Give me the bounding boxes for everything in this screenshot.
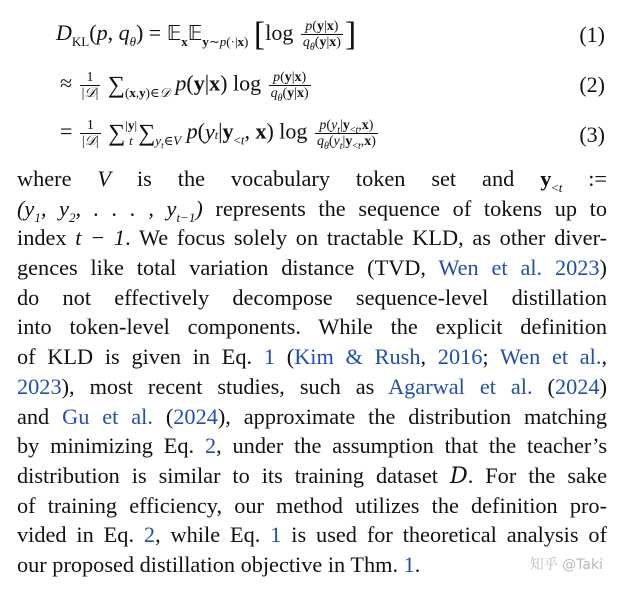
equation-2-body: ≈ $\frac{1}{\text{|𝒟|}}$ $\sum_{(x,y)\in 𝒟}$ p(y|x) log $\frac{p(y|x)}{q_\theta(y|x)}$ <box>60 70 309 104</box>
citation-link-gu[interactable]: Gu et al. <box>62 403 153 429</box>
text-run: distribution is similar to its training dataset <box>17 462 450 488</box>
text-run: where <box>17 166 98 191</box>
text-run: , while Eq. <box>155 522 271 548</box>
equation-2-number: (2) <box>579 72 605 97</box>
paragraph-line-5 <box>17 283 607 313</box>
text-run: our proposed distillation objective in Thm. <box>17 551 404 577</box>
paragraph-line-8 <box>17 372 607 402</box>
math-dataset-D: D <box>449 462 468 489</box>
text-run: do not effectively decompose sequence-level distillation <box>17 284 607 310</box>
citation-link-wen-et-al[interactable]: Wen et al. <box>499 344 602 370</box>
text-run: . We focus solely on tractable KLD, as other diver- <box>125 225 607 251</box>
text-run: := <box>562 166 608 191</box>
text-run: is the vocabulary token set and <box>111 166 541 191</box>
text-run: gences like total variation distance (TVD, <box>17 255 439 281</box>
text-run: and <box>17 403 63 429</box>
eq-ref-1[interactable]: 1 <box>263 344 276 370</box>
paragraph-line-1 <box>17 164 607 194</box>
text-run: ; <box>482 344 500 370</box>
paragraph-line-4 <box>17 253 607 283</box>
text-run: ) <box>599 373 608 399</box>
text-run: . <box>414 551 421 577</box>
text-run: by minimizing Eq. <box>17 433 205 459</box>
paragraph-line-12 <box>17 491 607 521</box>
math-t-minus-1: t − 1 <box>75 225 126 251</box>
equation-1-body: $D_{KL}(p$, $q_\theta$) = 𝔼$_x$𝔼$_{y\sim p(\cdot|x)}$ [log $\frac{p(y|x)}{q_\theta(y|x)}$ ] <box>56 16 357 54</box>
text-run: ( <box>532 373 555 399</box>
paragraph-line-10 <box>17 431 607 461</box>
paragraph-line-14 <box>17 550 607 580</box>
citation-link-agarwal[interactable]: Agarwal et al. <box>388 373 533 399</box>
text-run: of training efficiency, our method utilizes the definition pro- <box>17 492 607 518</box>
text-run: ) <box>599 255 607 281</box>
text-run: ( <box>275 344 295 370</box>
paragraph-line-3 <box>17 223 607 253</box>
equation-1-number: (1) <box>579 22 605 47</box>
eq-ref-1[interactable]: 1 <box>270 522 282 548</box>
equation-3-body: = $\frac{1}{\text{|𝒟|}}$ ∑$^{|y|}_t$ $\sum_{y_t\in V}$ $p(yt|y_{<t}$, x) log $\frac{p(y_t|y_{<t},x)}{q_\theta(y_t|y_{<t},x)}$ <box>60 117 376 152</box>
citation-link-wen-2023[interactable]: Wen et al. 2023 <box>438 255 600 281</box>
citation-link-kim-rush[interactable]: Kim & Rush <box>294 344 421 370</box>
text-run: of KLD is given in Eq. <box>17 344 264 370</box>
paragraph-line-9 <box>17 402 607 432</box>
text-run: . For the sake <box>467 462 607 488</box>
text-run: , <box>601 344 608 370</box>
paragraph-line-7 <box>17 342 607 372</box>
paragraph-line-6 <box>17 312 607 342</box>
math-sequence: ($y_1$, $y_2$, . . . , $y_{t-1}$) <box>17 195 203 225</box>
text-run: index <box>17 225 76 251</box>
text-run: represents the sequence of tokens up to <box>202 195 608 221</box>
body-paragraph <box>17 164 607 580</box>
thm-ref-1[interactable]: 1 <box>403 551 415 577</box>
citation-link-2023[interactable]: 2023 <box>17 373 62 399</box>
paragraph-line-13 <box>17 520 607 550</box>
paragraph-line-2 <box>17 194 607 224</box>
text-run: is used for theoretical analysis of <box>281 522 608 548</box>
text-run: ), approximate the distribution matching <box>217 403 607 429</box>
eq-ref-2[interactable]: 2 <box>143 522 156 548</box>
math-y-less-t: $y_{<t}$ <box>540 166 563 195</box>
math-V: V <box>97 166 112 191</box>
citation-link-2024-a[interactable]: 2024 <box>554 373 600 399</box>
paragraph-line-11 <box>17 461 607 491</box>
text-run: ( <box>152 403 174 429</box>
text-run: vided in Eq. <box>17 522 144 548</box>
text-run: into token-level components. While the explicit definition <box>17 314 607 340</box>
eq-ref-2[interactable]: 2 <box>204 433 217 459</box>
equation-3-number: (3) <box>579 122 605 147</box>
citation-link-2016[interactable]: 2016 <box>437 344 483 370</box>
watermark: 知乎 @Taki <box>529 557 603 573</box>
text-run: ), most recent studies, such as <box>61 373 389 399</box>
citation-link-2024-b[interactable]: 2024 <box>173 403 218 429</box>
text-run: , under the assumption that the teacher’s <box>216 433 607 459</box>
text-run: , <box>420 344 438 370</box>
